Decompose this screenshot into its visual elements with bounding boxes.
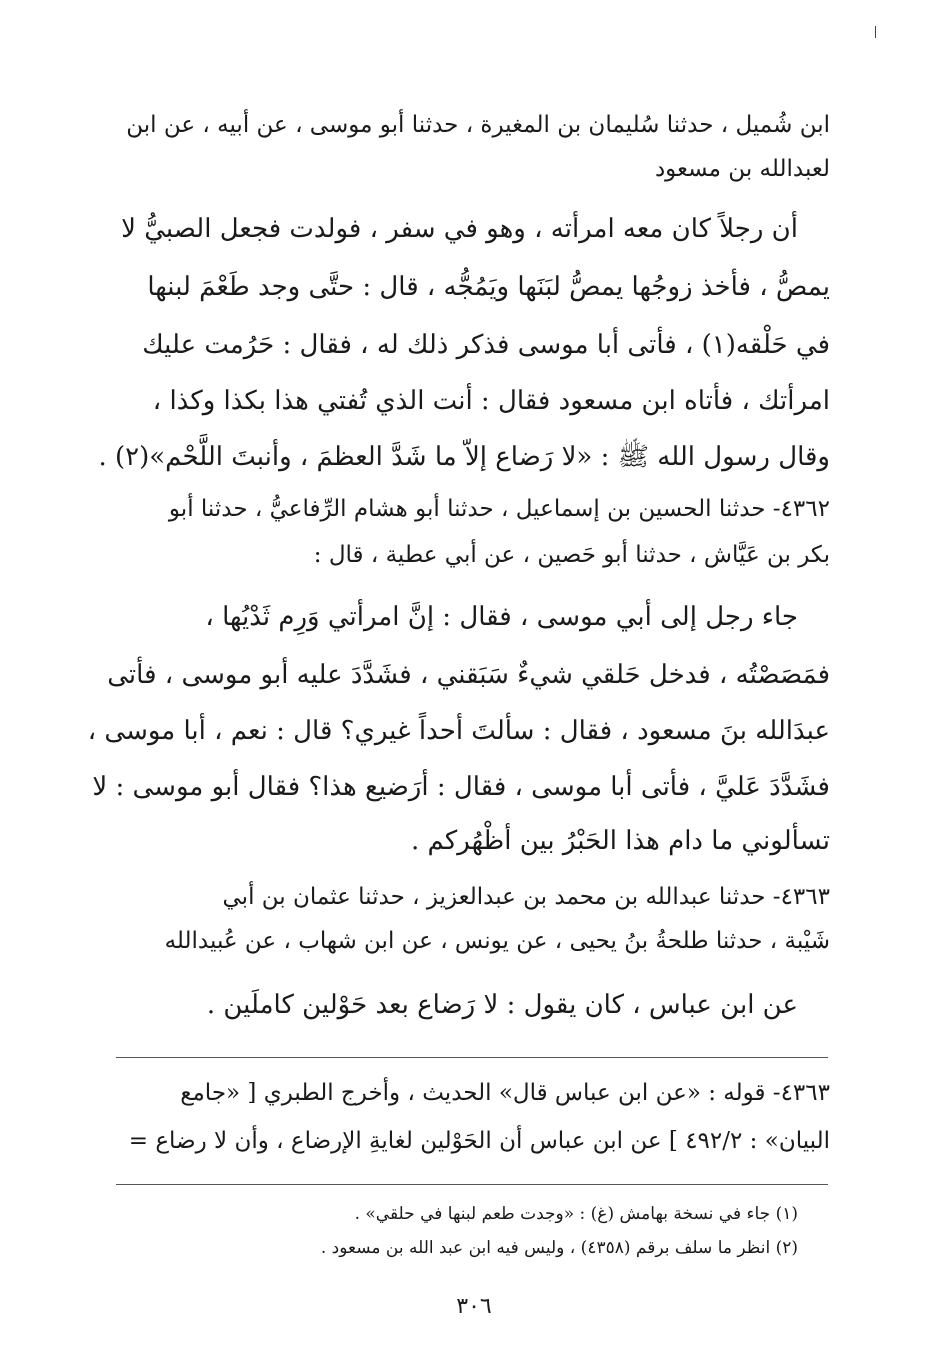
footnote-2: (٢) انظر ما سلف برقم (٤٣٥٨) ، وليس فيه ابن عبد الله بن مسعود .: [320, 1238, 798, 1258]
commentary-divider: [116, 1057, 828, 1058]
isnad-line: شَيْبة ، حدثنا طلحةُ بنُ يحيى ، عن يونس ، عن ابن شهاب ، عن عُبيدالله: [164, 928, 830, 954]
footnote-divider: [116, 1184, 828, 1185]
matn-line: فشَدَّدَ عَليَّ ، فأتى أبا موسى ، فقال : أرَضيع هذا؟ فقال أبو موسى : لا: [92, 772, 830, 802]
isnad-line: ابن شُميل ، حدثنا سُليمان بن المغيرة ، حدثنا أبو موسى ، عن أبيه ، عن ابن: [126, 112, 830, 138]
matn-line: عن ابن عباس ، كان يقول : لا رَضاع بعد حَوْلين كاملَين .: [206, 990, 798, 1020]
matn-line: أن رجلاً كان معه امرأته ، وهو في سفر ، فولدت فجعل الصبيُّ لا: [121, 214, 798, 244]
matn-line: فمَصَصْتُه ، فدخل حَلقي شيءٌ سَبَقني ، فشَدَّدَ عليه أبو موسى ، فأتى: [107, 660, 830, 690]
commentary-line: ٤٣٦٣- قوله : «عن ابن عباس قال» الحديث ، وأخرج الطبري [ «جامع: [180, 1080, 830, 1106]
commentary-line: البيان» : ٤٩٢/٢ ] عن ابن عباس أن الحَوْلين لغايةِ الإرضاع ، وأن لا رضاع =: [128, 1128, 830, 1154]
margin-mark: [875, 26, 876, 38]
hadith-4362-isnad: ٤٣٦٢- حدثنا الحسين بن إسماعيل ، حدثنا أبو هشام الرِّفاعيُّ ، حدثنا أبو: [168, 496, 830, 522]
isnad-line: بكر بن عَيَّاش ، حدثنا أبو حَصين ، عن أبي عطية ، قال :: [313, 542, 830, 568]
matn-line: تسألوني ما دام هذا الحَبْرُ بين أظْهُركم .: [411, 826, 830, 856]
footnote-1: (١) جاء في نسخة بهامش (غ) : «وجدت طعم لبنها في حلقي» .: [354, 1204, 798, 1224]
matn-line: جاء رجل إلى أبي موسى ، فقال : إنَّ امرأتي وَرِم ثَدْيُها ،: [205, 602, 798, 632]
hadith-4363-isnad: ٤٣٦٣- حدثنا عبدالله بن محمد بن عبدالعزيز ، حدثنا عثمان بن أبي: [222, 884, 830, 910]
matn-line: يمصُّ ، فأخذ زوجُها يمصُّ لبَنَها ويَمُجُّه ، قال : حتَّى وجد طَعْمَ لبنها: [147, 272, 830, 302]
matn-line: في حَلْقه(١) ، فأتى أبا موسى فذكر ذلك له ، فقال : حَرُمت عليك: [142, 330, 830, 360]
page-number: ٣٠٦: [456, 1294, 492, 1319]
isnad-line: لعبدالله بن مسعود: [654, 156, 830, 182]
matn-line: عبدَالله بنَ مسعود ، فقال : سألتَ أحداً غيري؟ قال : نعم ، أبا موسى ،: [87, 716, 830, 746]
matn-line: وقال رسول الله ﷺ : «لا رَضاع إلاّ ما شَدَّ العظمَ ، وأنبتَ اللَّحْم»(٢) .: [98, 442, 830, 472]
matn-line: امرأتك ، فأتاه ابن مسعود فقال : أنت الذي تُفتي هذا بكذا وكذا ،: [152, 386, 830, 416]
